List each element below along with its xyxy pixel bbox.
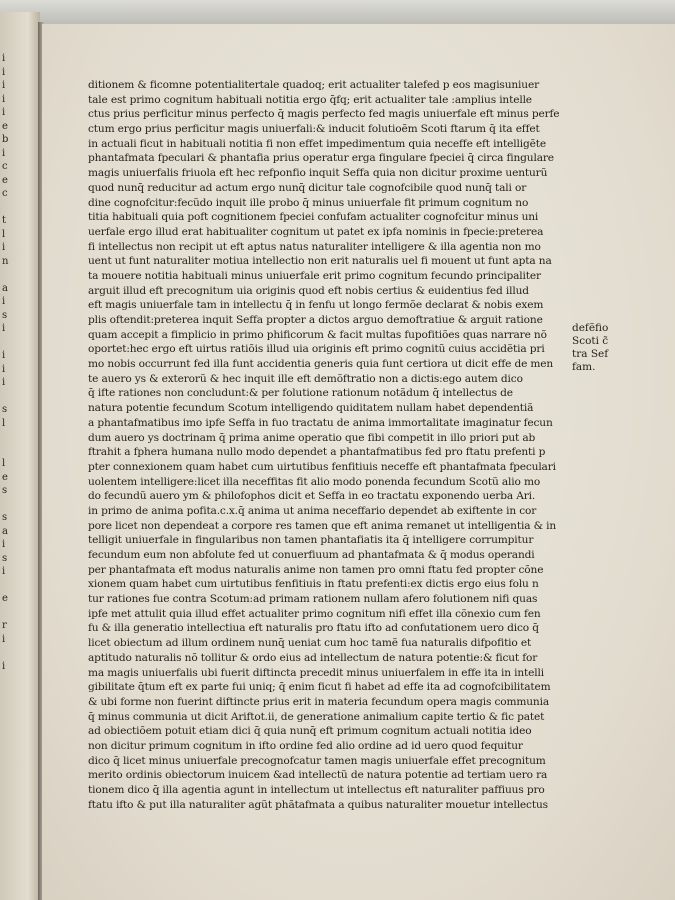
text-line: per phantafmata eft modus naturalis anime non tamen pro omni ftatu fed propter cõne — [88, 563, 544, 576]
text-line: dum auero ys doctrinam q̄ prima anime operatio que fibi competit in illo priori put ab — [88, 431, 536, 444]
text-line: non dicitur primum cognitum in ifto ordine fed alio ordine ad id uero quod fequitur — [88, 739, 523, 752]
text-line: ctus prius perficitur minus perfecto q̄ magis perfecto fed magis uniuerfale eft minus perfe — [88, 108, 560, 121]
text-line: plis oftendit:preterea inquit Seffa propter a dictos arguo demoftratiue & arguit ratione — [88, 314, 543, 326]
document-page — [42, 24, 675, 900]
text-line: dico q̄ licet minus uniuerfale precognofcatur tamen magis uniuerfale effet precognitum — [88, 754, 546, 767]
text-line: licet obiectum ad illum ordinem nunq̄ ueniat cum hoc tamẽ fua naturalis difpofitio et — [88, 637, 532, 650]
text-line: do fecundũ auero ym & philofophos dicit et Seffa in eo tractatu exponendo uerba Ari. — [88, 490, 536, 503]
marginal-note-line: Scoti c̃ — [572, 335, 609, 347]
text-line: dine cognofcitur:fecũdo inquit ille probo q̄ minus uniuerfale fit primum cognitum no — [88, 196, 529, 209]
text-line: q̄ minus communia ut dicit Ariftot.ii, de generatione animalium capite tertio & fic patet — [88, 710, 545, 723]
marginal-note-line: defẽfio — [572, 322, 609, 334]
text-line: uerfale ergo illud erat habitualiter cognitum ut patet ex ipfa nominis in fpecie:preterea — [88, 225, 544, 238]
text-line: ftatu ifto & put illa naturaliter agũt phãtafmata a quibus naturaliter mouetur intellectus — [88, 798, 548, 811]
text-line: ta mouere notitia habituali minus uniuerfale erit primo cognitum fecundo principaliter — [88, 269, 541, 282]
text-line: in primo de anima pofita.c.x.q̄ anima ut anima neceffario dependet ab exiftente in cor — [88, 504, 537, 517]
marginal-note-line: fam. — [572, 361, 596, 373]
text-line: merito ordinis obiectorum inuicem &ad intellectũ de natura potentie ad tertiam uero ra — [88, 769, 548, 782]
text-line: ma magis uniuerfalis ubi fuerit diftincta precedit minus uniuerfalem in effe ita in intelli — [88, 666, 544, 679]
marginal-note-line: tra Sef — [572, 348, 609, 360]
text-line: eft magis uniuerfale tam in intellectu q̄ in fenfu ut longo fermõe declarat & nobis exem — [88, 299, 544, 312]
text-line: & ubi forme non fuerint diftincte prius erit in materia fecundum opera magis communia — [88, 695, 550, 708]
text-line: oportet:hec ergo eft uirtus ratiõis illud uia originis eft primo cognitũ cuius accidẽtia pri — [88, 343, 545, 356]
text-line: aptitudo naturalis nõ tollitur & ordo eius ad intellectum de natura potentie:& ficut for — [88, 651, 538, 664]
text-line: quod nunq̄ reducitur ad actum ergo nunq̄ dicitur tale cognofcibile quod nunq̄ tali or — [88, 181, 527, 194]
text-line: uolentem intelligere:licet illa neceffitas fit alio modo ponenda fecundum Scotũ alio mo — [88, 475, 541, 488]
text-line: ad obiectiõem potuit etiam dici q̄ quia nunq̄ eft primum cognitum actuali notitia ideo — [88, 725, 532, 738]
facing-page-edge — [0, 12, 40, 900]
text-line: fecundum eum non abfolute fed ut conuerfiuum ad phantafmata & q̄ modus operandi — [88, 549, 535, 561]
text-line: telligit uniuerfale in fingularibus non tamen phantafiatis ita q̄ intelligere corrumpitur — [88, 534, 534, 547]
text-line: ditionem & ficomne potentialitertale quadoq; erit actualiter talefed p eos magisuniuer — [88, 79, 540, 91]
text-line: pter connexionem quam habet cum uirtutibus fenfitiuis neceffe eft phantafmata fpeculari — [88, 460, 556, 473]
text-line: phantafmata fpeculari & phantafia prius operatur erga fingulare fpeciei q̄ circa fingulare — [88, 152, 554, 165]
text-line: tionem dico q̄ illa agentia agunt in intellectum ut intellectus eft naturaliter paffiuus pro — [88, 784, 545, 796]
body-text — [88, 78, 588, 812]
text-line: in actuali ficut in habituali notitia fi non effet impedimentum quia neceffe eft intelligẽte — [88, 137, 546, 150]
text-line: fu & illa generatio intellectiua eft naturalis pro ftatu ifto ad confutationem uero dico q̄ — [88, 622, 539, 635]
facing-page-glyphs: i i i i i e b i c e c t l i n a i s i i i i s l l e s s a i s i e r i i — [2, 53, 9, 672]
text-line: tale est primo cognitum habituali notitia ergo q̄fq; erit actualiter tale :amplius intelle — [88, 93, 532, 106]
text-line: quam accepit a fimplicio in primo phificorum & facit multas fupofitiões quas narrare nõ — [88, 328, 547, 341]
text-line: fi intellectus non recipit ut eft aptus natus naturaliter intelligere & illa agentia non mo — [88, 240, 541, 253]
text-line: ctum ergo prius perficitur magis uniuerfali:& inducit folutioẽm Scoti ftarum q̄ ita effet — [88, 123, 540, 136]
text-line: natura potentie fecundum Scotum intelligendo quiditatem nullam habet dependentiã — [88, 402, 534, 415]
text-line: mo nobis occurrunt fed illa funt accidentia generis quia funt certiora ut dicit effe de men — [88, 358, 554, 371]
text-line: titia habituali quia poft cognitionem fpeciei confufam actualiter cognofcitur minus uni — [88, 211, 539, 224]
text-line: tur rationes fue contra Scotum:ad primam rationem nullam afero folutionem nifi quas — [88, 593, 538, 606]
text-line: gibilitate q̄tum eft ex parte fui uniq; q̄ enim ficut fi habet ad effe ita ad cognofcibilitatem — [88, 681, 551, 694]
marginal-note — [572, 322, 632, 374]
text-line: te auero ys & exterorũ & hec inquit ille eft demõftratio non a dictis:ego autem dico — [88, 372, 523, 385]
text-line: pore licet non dependeat a corpore res tamen que eft anima remanet ut intelligentia & in — [88, 519, 556, 532]
text-line: uent ut funt naturaliter motiua intellectio non erit naturalis uel fi mouent ut funt apta na — [88, 255, 552, 268]
text-line: a phantafmatibus imo ipfe Seffa in fuo tractatu de anima immortalitate imaginatur fecun — [88, 416, 553, 429]
text-line: ipfe met attulit quia illud effet actualiter primo cognitum nifi effet illa cõnexio cum fen — [88, 607, 541, 620]
text-line: magis uniuerfalis friuola eft hec refponfio inquit Seffa quia non dicitur proxime uenturũ — [88, 167, 548, 180]
text-line: ftrahit a fphera humana nullo modo dependet a phantafmatibus fed pro ftatu prefenti p — [88, 446, 546, 459]
text-line: xionem quam habet cum uirtutibus fenfitiuis in ftatu prefenti:ex dictis ergo eius folu n — [88, 578, 539, 591]
text-line: q̄ ifte rationes non concludunt:& per folutione rationum notãdum q̄ intellectus de — [88, 387, 513, 400]
text-line: arguit illud eft precognitum uia originis quod eft nobis certius & euidentius fed illud — [88, 284, 529, 297]
